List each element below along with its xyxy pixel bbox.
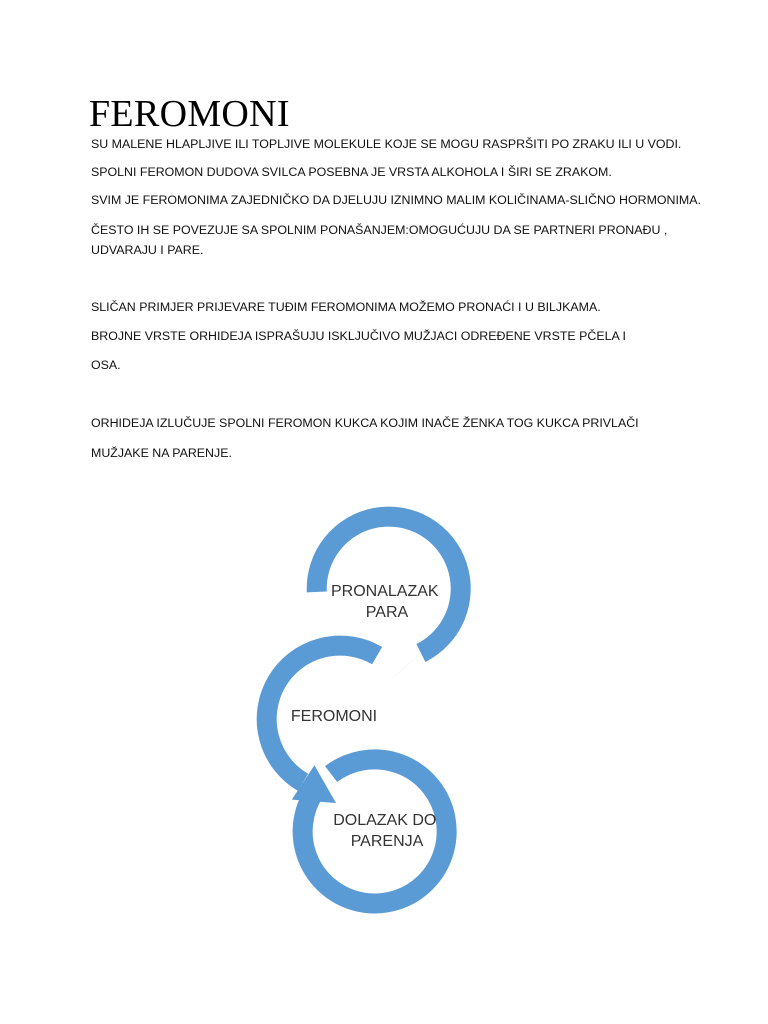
paragraph-line: ČESTO IH SE POVEZUJE SA SPOLNIM PONAŠANJEM:OMOGUĆUJU DA SE PARTNERI PRONAĐU ,	[91, 223, 668, 237]
paragraph-line: SPOLNI FEROMON DUDOVA SVILCA POSEBNA JE VRSTA ALKOHOLA I ŠIRI SE ZRAKOM.	[91, 165, 612, 179]
node-label-line: DOLAZAK DO	[333, 812, 437, 829]
paragraph-line: SU MALENE HLAPLJIVE ILI TOPLJIVE MOLEKULE KOJE SE MOGU RASPRŠITI PO ZRAKU ILI U VODI.	[91, 137, 682, 151]
paragraph-line: OSA.	[91, 358, 121, 372]
paragraph-line: SVIM JE FEROMONIMA ZAJEDNIČKO DA DJELUJU IZNIMNO MALIM KOLIČINAMA-SLIČNO HORMONIMA.	[91, 193, 701, 207]
node-label-pronalazak-para	[331, 583, 443, 621]
node-label-line: PARENJA	[350, 833, 424, 850]
paragraph-line: UDVARAJU I PARE.	[91, 243, 204, 257]
paragraph-line: BROJNE VRSTE ORHIDEJA ISPRAŠUJU ISKLJUČIVO MUŽJACI ODREĐENE VRSTE PČELA I	[91, 329, 626, 343]
node-label-line: FEROMONI	[290, 708, 378, 725]
paragraph-line: MUŽJAKE NA PARENJE.	[91, 446, 232, 460]
node-label-feromoni	[291, 708, 377, 725]
document-title: FEROMONI	[89, 93, 290, 135]
cycle-arrow-bottom	[303, 759, 447, 903]
paragraph-line: SLIČAN PRIMJER PRIJEVARE TUĐIM FEROMONIMA MOŽEMO PRONAĆI I U BILJKAMA.	[91, 300, 601, 314]
paragraph-line: ORHIDEJA IZLUČUJE SPOLNI FEROMON KUKCA KOJIM INAČE ŽENKA TOG KUKCA PRIVLAČI	[91, 416, 639, 430]
node-label-dolazak-do-parenja	[333, 812, 441, 850]
node-label-line: PRONALAZAK	[330, 583, 439, 600]
node-label-line: PARA	[365, 604, 409, 621]
